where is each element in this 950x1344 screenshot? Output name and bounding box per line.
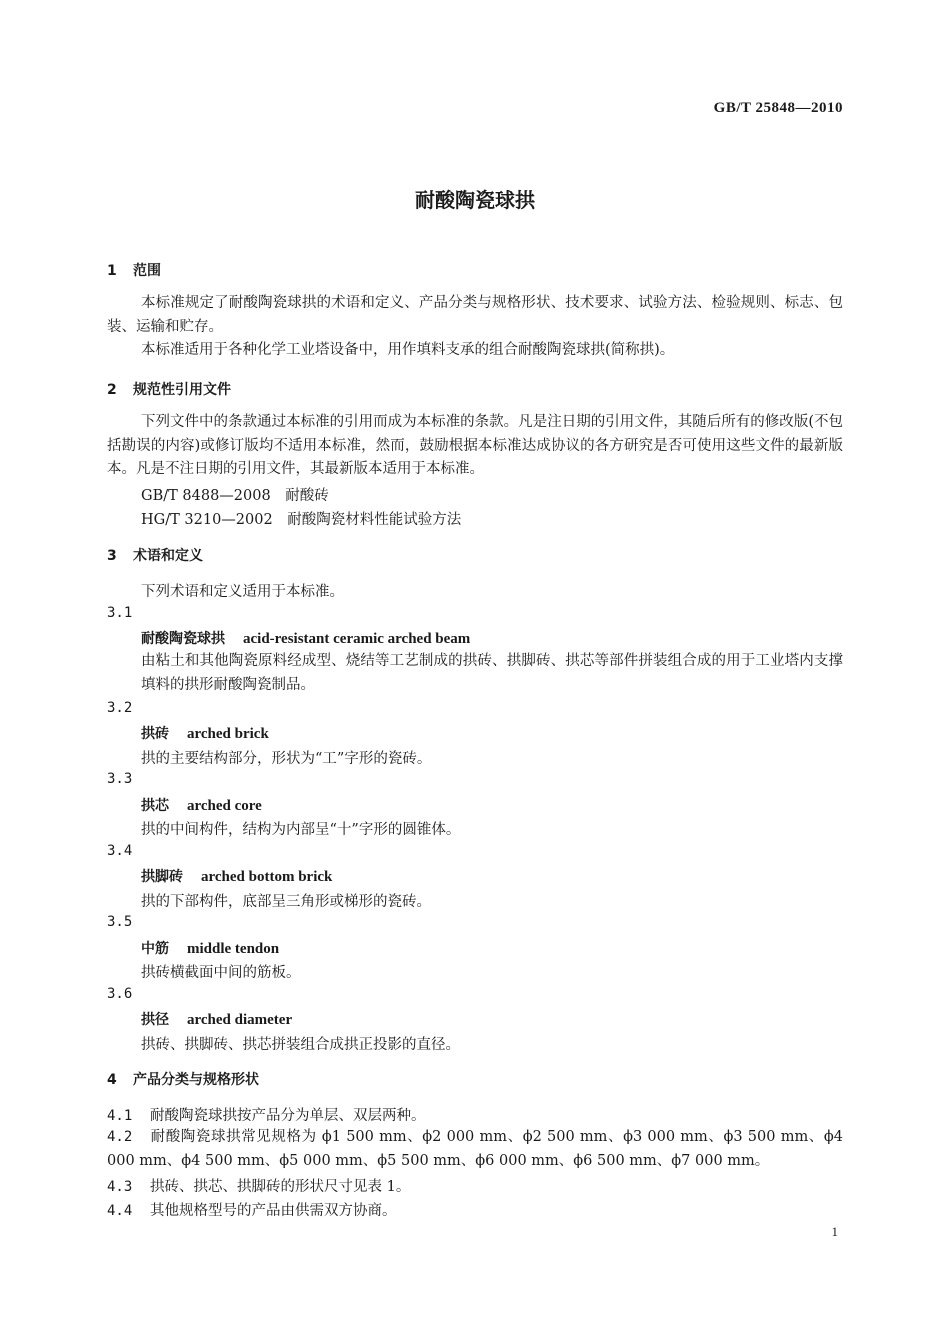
clause-number: 4.1 [107, 1108, 133, 1124]
term-zh: 拱径 [141, 1012, 169, 1028]
clause-number: 4.2 [107, 1129, 133, 1145]
reference-item: HG/T 3210—2002 耐酸陶瓷材料性能试验方法 [141, 512, 462, 528]
document-title: 耐酸陶瓷球拱 [415, 188, 535, 212]
paragraph: 本标准规定了耐酸陶瓷球拱的术语和定义、产品分类与规格形状、技术要求、试验方法、检验规则、标志、包装、运输和贮存。 [107, 295, 843, 335]
paragraph: 本标准适用于各种化学工业塔设备中，用作填料支承的组合耐酸陶瓷球拱(简称拱)。 [141, 342, 675, 358]
section-3-heading [107, 545, 203, 565]
clause [107, 1126, 843, 1173]
term-zh: 拱脚砖 [141, 869, 183, 885]
term-number: 3.3 [107, 771, 133, 787]
clause-number: 4.3 [107, 1179, 133, 1195]
term-en: acid-resistant ceramic arched beam [243, 631, 471, 647]
term-en: arched diameter [187, 1012, 293, 1028]
term-en: arched brick [187, 726, 269, 742]
clause [107, 1199, 397, 1220]
term-definition: 由粘土和其他陶瓷原料经成型、烧结等工艺制成的拱砖、拱脚砖、拱芯等部件拼装组合成的用于工业塔内支撑填料的拱形耐酸陶瓷制品。 [141, 653, 843, 693]
section-title: 产品分类与规格形状 [133, 1072, 259, 1088]
clause-text: 耐酸陶瓷球拱按产品分为单层、双层两种。 [150, 1108, 426, 1124]
term-number: 3.2 [107, 700, 133, 716]
term-number: 3.4 [107, 843, 133, 859]
paragraph: 下列术语和定义适用于本标准。 [141, 584, 344, 600]
clause-text: 耐酸陶瓷球拱常见规格为 ϕ1 500 mm、ϕ2 000 mm、ϕ2 500 mm、ϕ3 000 mm、ϕ3 500 mm、ϕ4 000 mm、ϕ4 500 mm、ϕ5 000 mm、ϕ5 500 mm、ϕ6 000 mm、ϕ6 500 mm、ϕ7 000 mm。 [107, 1129, 843, 1169]
term-heading [141, 628, 470, 648]
term-zh: 拱砖 [141, 726, 169, 742]
term-heading [141, 938, 279, 958]
section-title: 术语和定义 [133, 548, 203, 564]
section-number: 4 [107, 1072, 117, 1088]
section-1-heading [107, 260, 161, 280]
clause [107, 1104, 426, 1125]
clause [107, 1175, 410, 1196]
section-4-heading [107, 1069, 259, 1089]
section-number: 1 [107, 263, 117, 279]
term-zh: 中筋 [141, 941, 169, 957]
term-zh: 耐酸陶瓷球拱 [141, 631, 225, 647]
term-en: middle tendon [187, 941, 280, 957]
section-number: 3 [107, 548, 117, 564]
section-2-heading [107, 379, 231, 399]
paragraph: 下列文件中的条款通过本标准的引用而成为本标准的条款。凡是注日期的引用文件，其随后所有的修改版(不包括勘误的内容)或修订版均不适用本标准，然而，鼓励根据本标准达成协议的各方研究是否可使用这些文件的最新版本。凡是不注日期的引用文件，其最新版本适用于本标准。 [107, 414, 843, 477]
reference-item: GB/T 8488—2008 耐酸砖 [141, 488, 329, 504]
term-definition: 拱的中间构件，结构为内部呈“十”字形的圆锥体。 [141, 822, 461, 838]
term-heading [141, 795, 262, 815]
term-definition: 拱的下部构件，底部呈三角形或梯形的瓷砖。 [141, 894, 431, 910]
section-title: 范围 [133, 263, 161, 279]
term-definition: 拱的主要结构部分，形状为“工”字形的瓷砖。 [141, 751, 432, 767]
term-zh: 拱芯 [141, 798, 169, 814]
term-definition: 拱砖、拱脚砖、拱芯拼装组合成拱正投影的直径。 [141, 1037, 460, 1053]
page-number: 1 [831, 1224, 838, 1239]
clause-text: 拱砖、拱芯、拱脚砖的形状尺寸见表 1。 [150, 1179, 411, 1195]
term-number: 3.5 [107, 914, 133, 930]
clause-number: 4.4 [107, 1203, 133, 1219]
term-heading [141, 866, 332, 886]
section-number: 2 [107, 382, 117, 398]
term-en: arched core [187, 798, 262, 814]
term-heading [141, 1009, 292, 1029]
clause-text: 其他规格型号的产品由供需双方协商。 [150, 1203, 397, 1219]
term-number: 3.1 [107, 605, 133, 621]
term-definition: 拱砖横截面中间的筋板。 [141, 965, 301, 981]
term-heading [141, 723, 269, 743]
term-number: 3.6 [107, 986, 133, 1002]
term-en: arched bottom brick [201, 869, 333, 885]
standard-number: GB/T 25848—2010 [713, 100, 843, 116]
section-title: 规范性引用文件 [133, 382, 231, 398]
